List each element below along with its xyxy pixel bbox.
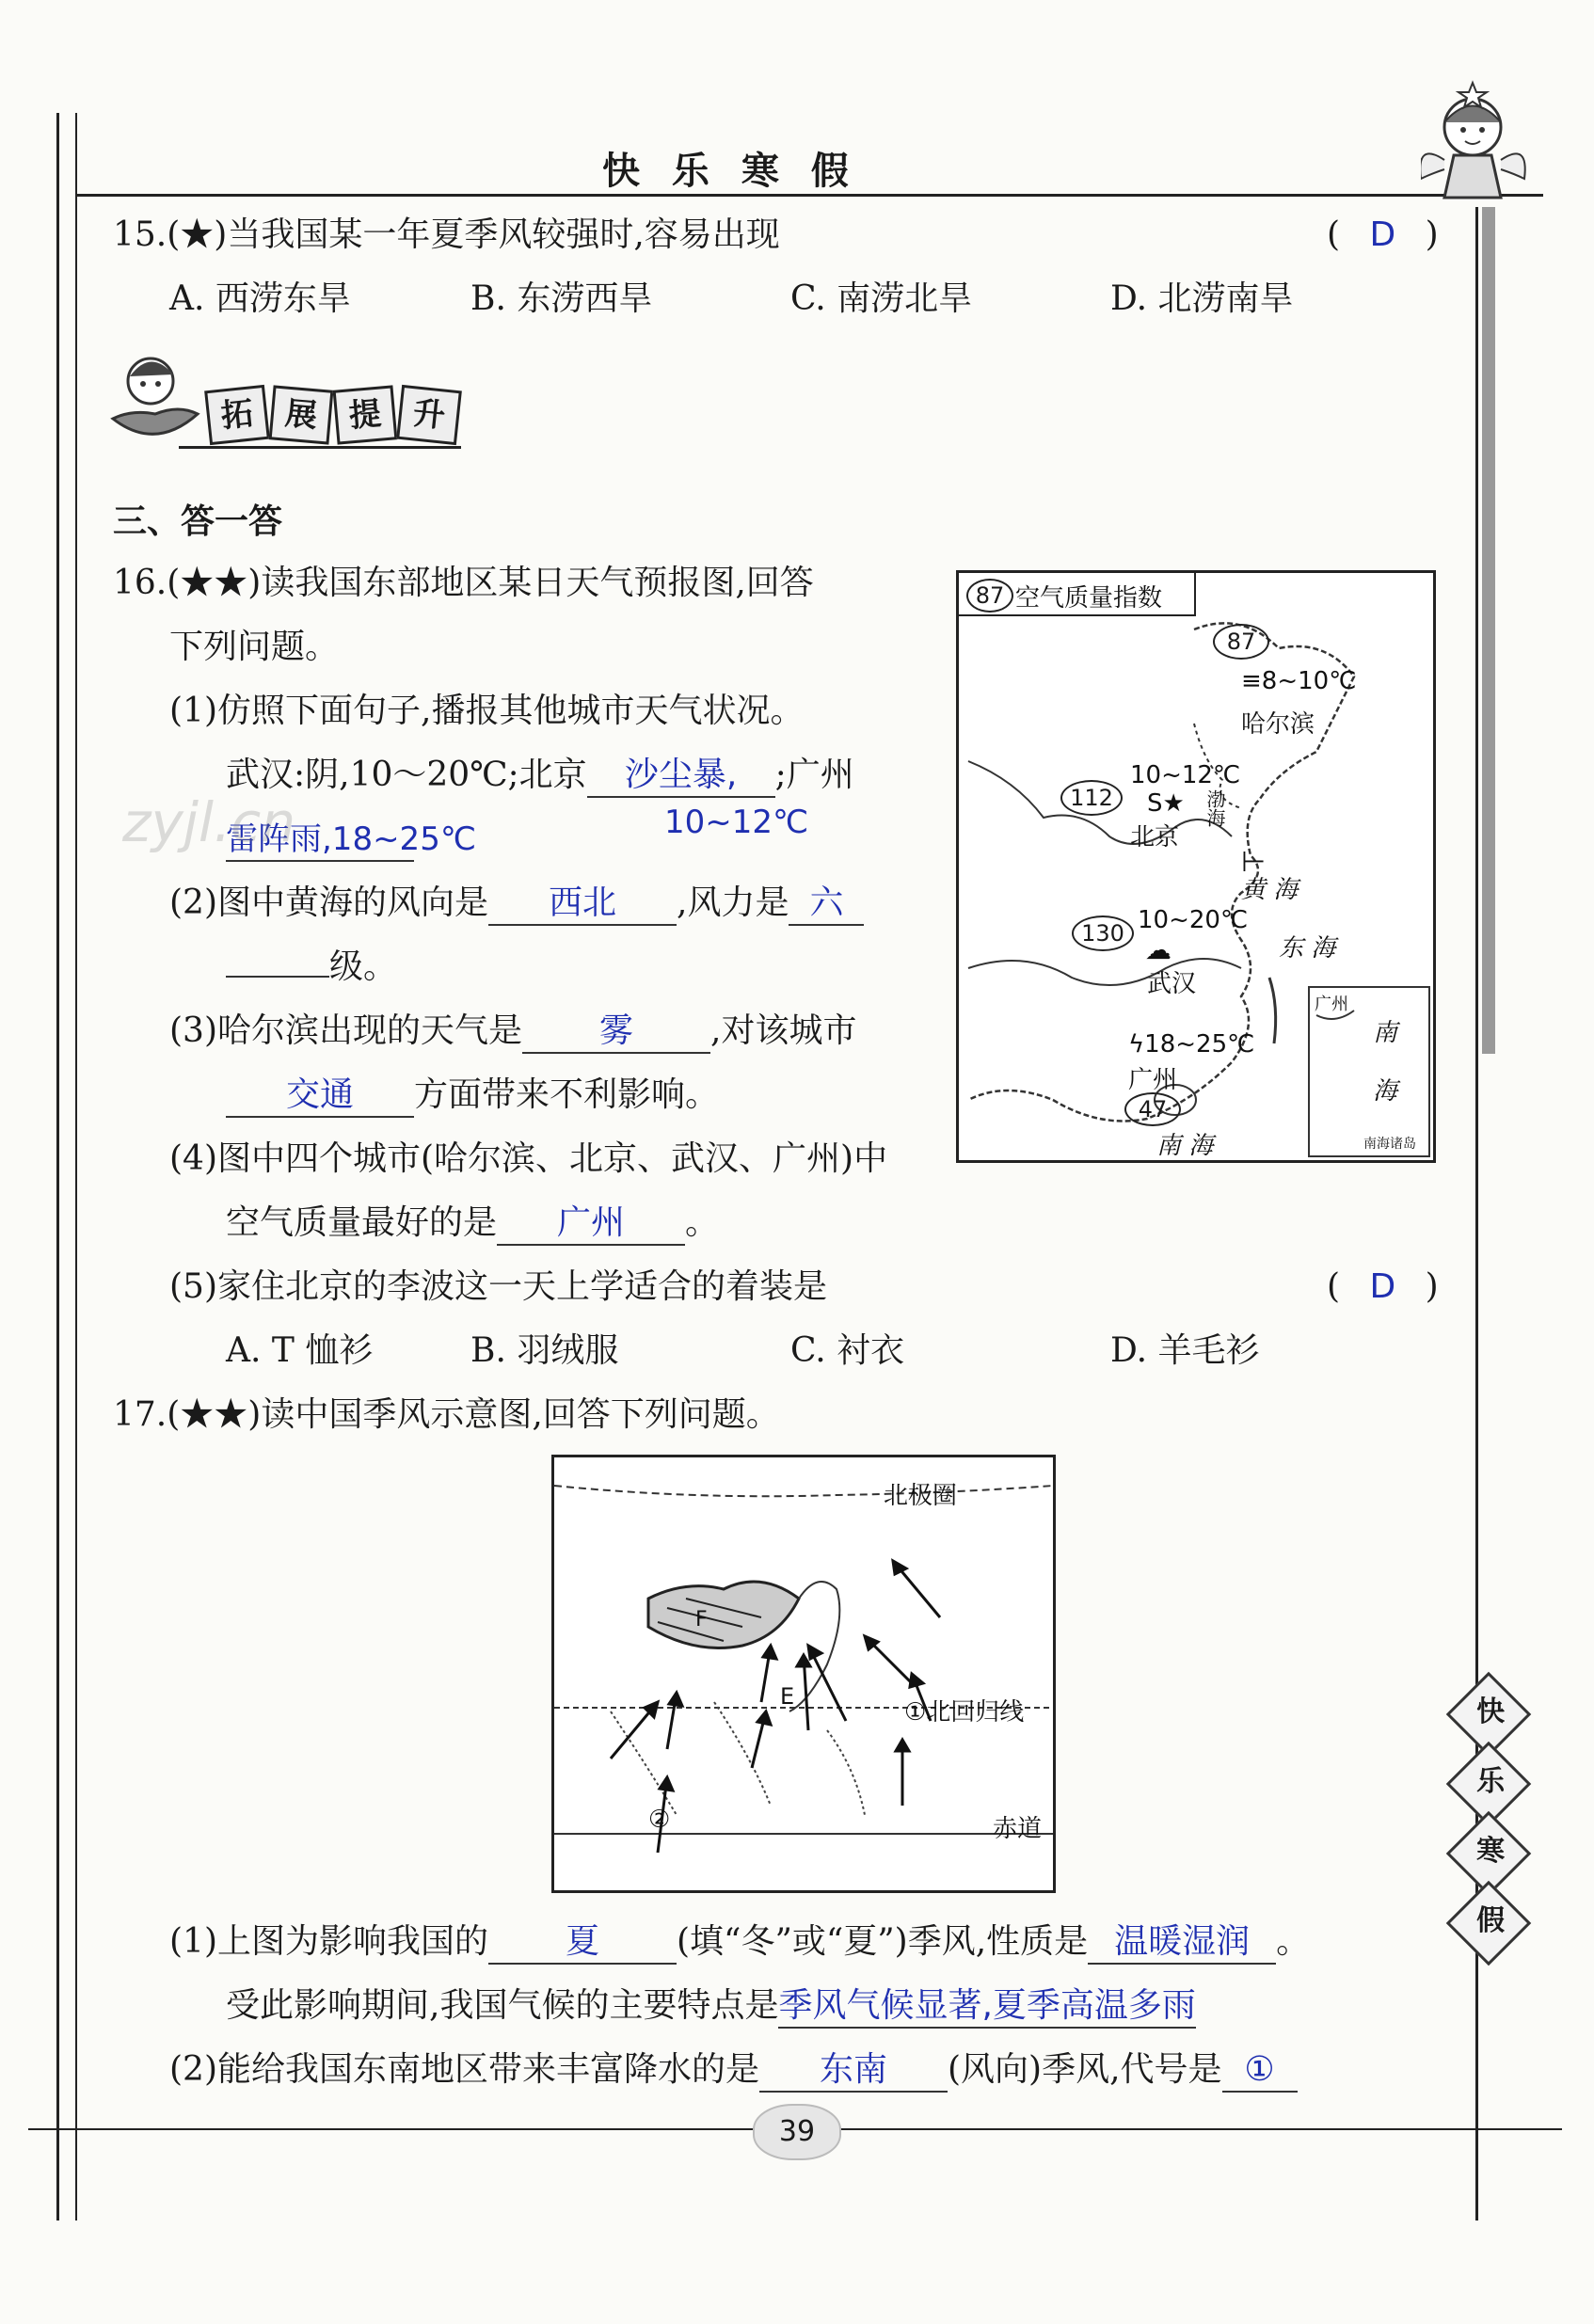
- q17-p2-text-a: (2)能给我国东南地区带来丰富降水的是: [169, 2050, 759, 2089]
- q16-p2-force-blank: [789, 883, 864, 926]
- inset-label-sea: 海: [1373, 1077, 1398, 1106]
- monsoon-map: [551, 1455, 1056, 1893]
- q17-stem: 17.(★★)读中国季风示意图,回答下列问题。: [113, 1395, 780, 1434]
- q16-p4-line2: [226, 1201, 719, 1246]
- q16-p2-text-c: 级。: [329, 947, 398, 986]
- region-e-label: E: [780, 1683, 795, 1710]
- harbin-temp-text: 8~10℃: [1261, 667, 1357, 695]
- q16-p1-example: [226, 753, 854, 798]
- q17-p1-season-answer: 夏: [565, 1922, 599, 1961]
- tropic-label: ①北回归线: [904, 1698, 1025, 1727]
- q17-p1-nature-blank: [1088, 1921, 1276, 1965]
- q16-p5-answer: D: [1369, 1267, 1396, 1306]
- q16-p4-line1: (4)图中四个城市(哈尔滨、北京、武汉、广州)中: [169, 1139, 888, 1178]
- beijing-name: 北京: [1130, 823, 1180, 852]
- q16-stem-line1: 16.(★★)读我国东部地区某日天气预报图,回答: [113, 564, 814, 602]
- q16-p5-answer-bracket: ( D ): [1327, 1267, 1439, 1306]
- q17-p1-line2: [226, 1983, 1196, 2029]
- q15-option-c: C. 南涝北旱: [790, 279, 973, 318]
- q16-p2-dir-answer: 西北: [548, 883, 616, 922]
- q17-p1-line2-text: 受此影响期间,我国气候的主要特点是: [226, 1986, 779, 2025]
- q16-p1-beijing-answer-a: 沙尘暴,: [624, 756, 738, 794]
- section3-title: 三、答一答: [113, 501, 283, 541]
- q16-p1-guangzhou-text: ;广州: [774, 756, 854, 794]
- q17-p2-dir-blank: [759, 2049, 948, 2093]
- side-tab-char-3-text: 寒: [1476, 1834, 1506, 1868]
- harbin-temp: [1241, 667, 1356, 695]
- overcast-icon: ☁: [1145, 934, 1172, 965]
- guangzhou-aqi: 47: [1124, 1092, 1181, 1126]
- equator-label: 赤道: [993, 1815, 1043, 1843]
- yellow-sea-wind-icon: ⊢: [1241, 846, 1267, 879]
- wuhan-aqi: 130: [1072, 915, 1134, 951]
- q16-p1-beijing-blank: [587, 755, 775, 798]
- q15-option-b: B. 东涝西旱: [470, 279, 653, 318]
- wuhan-name: 武汉: [1147, 970, 1197, 998]
- section-banner: [104, 348, 461, 452]
- q16-p1-prompt: (1)仿照下面句子,播报其他城市天气状况。: [169, 692, 805, 730]
- q17-p1-climate-blank: [778, 1985, 1195, 2029]
- q16-p3-text-c: 方面带来不利影响。: [414, 1075, 720, 1114]
- monsoon-map-drawing: [554, 1457, 1053, 1890]
- side-tab-char-4-text: 假: [1476, 1903, 1506, 1937]
- q17-p2-code-blank: [1222, 2049, 1298, 2093]
- q16-p1-guangzhou-answer: 雷阵雨,18~25℃: [226, 820, 477, 858]
- legend-aqi-circle: 87: [966, 579, 1013, 613]
- q17-p1-climate-answer: 季风气候显著,夏季高温多雨: [778, 1986, 1196, 2025]
- q17-p2-code-answer: ①: [1244, 2050, 1275, 2089]
- east-sea-label: 东 海: [1279, 934, 1336, 963]
- guangzhou-temp-text: 18~25℃: [1144, 1030, 1255, 1059]
- banner-box-3: 提: [333, 385, 398, 444]
- watermark: zyjl.cn: [122, 790, 296, 854]
- page-header-title: 快 乐 寒 假: [602, 150, 858, 193]
- page-number-badge: 39: [753, 2104, 841, 2160]
- region-f-label: F: [695, 1608, 708, 1632]
- right-margin-bar: [1482, 207, 1495, 1054]
- q16-p4-text-c: 。: [685, 1203, 720, 1242]
- q17-p2-dir-answer: 东南: [819, 2050, 887, 2089]
- left-margin-line-outer: [56, 113, 59, 2221]
- q16-p3-weather-blank: [522, 1011, 710, 1054]
- legend-aqi-label: 空气质量指数: [1015, 584, 1163, 613]
- q16-p3-aspect-blank: [226, 1074, 414, 1118]
- coastline-outline: [959, 573, 1433, 1160]
- fog-icon: ≡: [1241, 667, 1262, 695]
- q16-p2-text-b: ,风力是: [677, 883, 789, 922]
- q16-p2-force-answer: 六: [809, 883, 844, 922]
- bohai-label: 渤海: [1203, 789, 1226, 827]
- q16-stem-line2: 下列问题。: [169, 628, 340, 666]
- legend-box-border: [959, 573, 1196, 616]
- q17-p1-text-c: 。: [1276, 1922, 1311, 1961]
- q15-option-a: A. 西涝东旱: [169, 279, 351, 318]
- banner-box-1: 拓: [204, 385, 270, 445]
- q17-p2-text-b: (风向)季风,代号是: [948, 2050, 1222, 2089]
- q15-answer: D: [1369, 215, 1396, 254]
- q16-p2-line2: [226, 945, 397, 990]
- q16-p3: [169, 1009, 856, 1054]
- q16-p3-aspect-answer: 交通: [285, 1075, 354, 1114]
- guangzhou-temp: [1128, 1030, 1254, 1059]
- q17-p1-line1: [169, 1919, 1310, 1965]
- q16-p5-option-c: C. 衬衣: [790, 1331, 905, 1370]
- yellow-sea-label: 黄 海: [1241, 876, 1299, 904]
- q15-stem: 15.(★)当我国某一年夏季风较强时,容易出现: [113, 215, 780, 254]
- side-tab-char-4: [1446, 1881, 1532, 1966]
- q16-p3-text-b: ,对该城市: [710, 1011, 857, 1050]
- q16-p5-option-d: D. 羊毛衫: [1110, 1331, 1260, 1370]
- arctic-circle-label: 北极圈: [884, 1482, 958, 1510]
- side-tab-char-2-text: 乐: [1476, 1764, 1506, 1798]
- q16-p3-line2: [226, 1073, 719, 1118]
- q16-p5-option-a: A. T 恤衫: [226, 1331, 374, 1370]
- banner-box-2: 展: [269, 385, 334, 444]
- left-margin-line-inner: [75, 113, 77, 2221]
- inset-caption: 南海诸岛: [1363, 1137, 1416, 1152]
- q17-p1-text-a: (1)上图为影响我国的: [169, 1922, 488, 1961]
- guangzhou-name: 广州: [1128, 1066, 1178, 1094]
- q15-answer-bracket: ( D ): [1327, 215, 1439, 254]
- wuhan-temp: 10~20℃: [1138, 906, 1249, 934]
- q16-p4-blank: [497, 1202, 685, 1246]
- inset-label-south: 南: [1373, 1019, 1398, 1047]
- q17-p1-nature-answer: 温暖湿润: [1114, 1922, 1251, 1961]
- q16-p3-text-a: (3)哈尔滨出现的天气是: [169, 1011, 522, 1050]
- banner-underline: [179, 446, 461, 449]
- q16-p2-force-blank-cont: [226, 976, 329, 978]
- q17-p2: [169, 2047, 1298, 2093]
- q16-p5-option-b: B. 羽绒服: [470, 1331, 619, 1370]
- q16-p5: (5)家住北京的李波这一天上学适合的着装是: [169, 1267, 827, 1306]
- q17-p1-text-b: (填“冬”或“夏”)季风,性质是: [677, 1922, 1089, 1961]
- weather-forecast-map: [956, 570, 1436, 1163]
- beijing-aqi: 112: [1060, 780, 1123, 816]
- sandstorm-icon: S★: [1147, 789, 1185, 818]
- q17-p1-season-blank: [488, 1921, 677, 1965]
- q16-p3-weather-answer: 雾: [598, 1011, 633, 1050]
- q16-p2-text-a: (2)图中黄海的风向是: [169, 883, 488, 922]
- q16-p2-dir-blank: [488, 883, 677, 926]
- thunderstorm-icon: ϟ: [1128, 1030, 1145, 1059]
- inset-label-guangzhou: 广州: [1315, 995, 1348, 1014]
- label-2: ②: [648, 1806, 671, 1834]
- beijing-temp: 10~12℃: [1130, 761, 1241, 789]
- boy-mascot-icon: [104, 348, 207, 452]
- banner-box-4: 升: [396, 385, 462, 445]
- fairy-mascot-icon: [1421, 75, 1534, 207]
- south-sea-label: 南 海: [1156, 1132, 1214, 1160]
- q16-p1-beijing-answer-b: 10~12℃: [664, 804, 809, 841]
- q16-p4-answer: 广州: [557, 1203, 626, 1242]
- q15-option-d: D. 北涝南旱: [1110, 279, 1294, 318]
- q16-p4-text-b: 空气质量最好的是: [226, 1203, 498, 1242]
- side-tab-char-1-text: 快: [1476, 1695, 1506, 1728]
- q16-p1-example-text: 武汉:阴,10～20℃;北京: [226, 756, 587, 794]
- harbin-aqi: 87: [1213, 624, 1269, 660]
- q16-p2: [169, 881, 864, 926]
- harbin-name: 哈尔滨: [1241, 710, 1315, 739]
